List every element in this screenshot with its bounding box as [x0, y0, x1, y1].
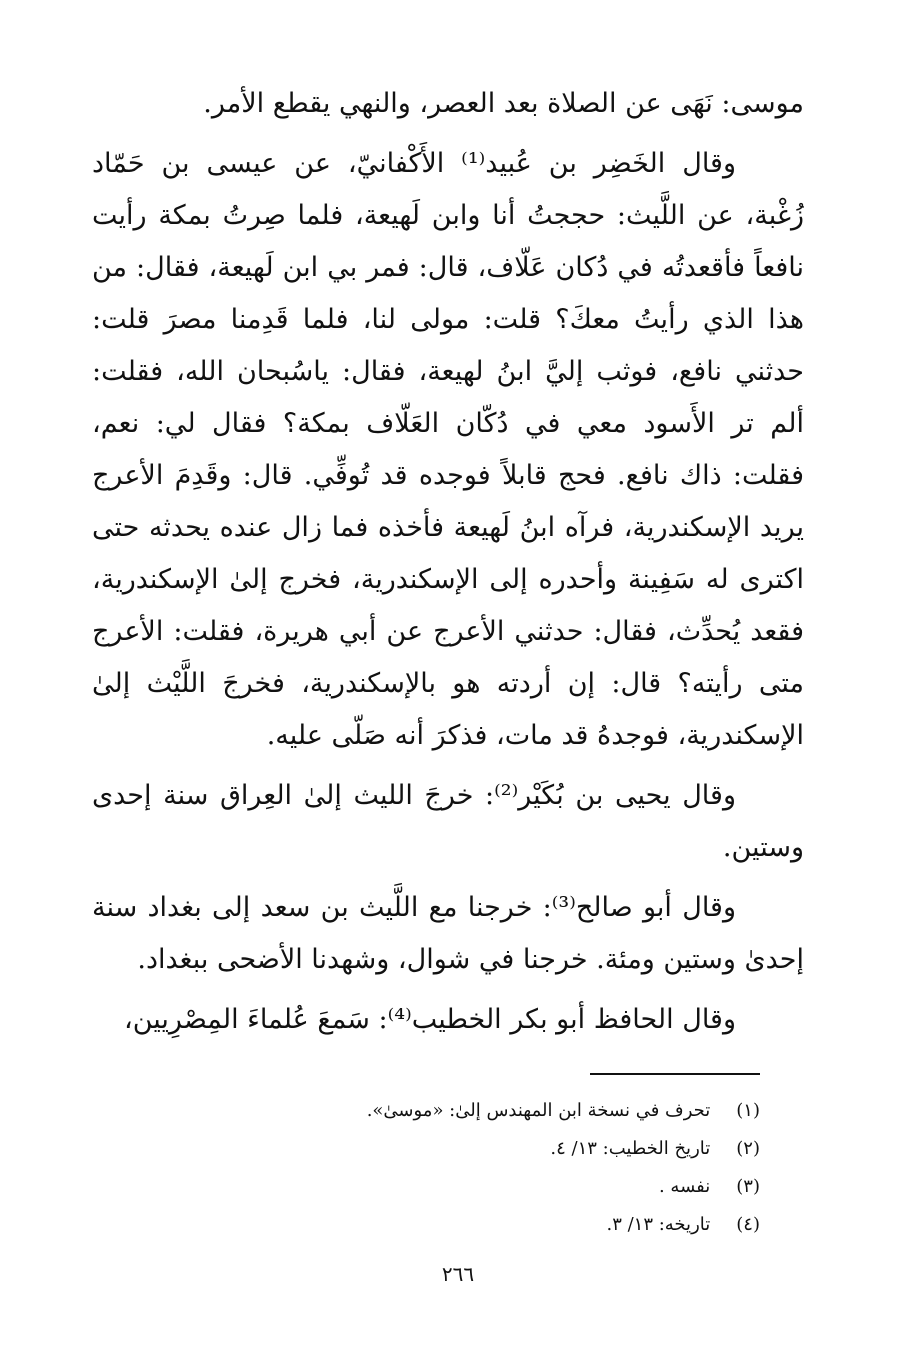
footnote-number: (١)	[736, 1100, 760, 1121]
footnote-item	[300, 1092, 760, 1130]
paragraph-khidr-narration: وقال الخَضِر بن عُبيد⁽¹⁾ الأَكْفانيّ، عن عيسى بن حَمّاد زُغْبة، عن اللَّيث: حججتُ أنا وابن لَهيعة، فلما صِرتُ بمكة رأيت نافعاً فأقعدتُه في دُكان عَلّاف، قال: فمر بي ابن لَهيعة، فقال: من هذا الذي رأيتُ معكَ؟ قلت: مولى لنا، فلما قَدِمنا مصرَ قلت: حدثني نافع، فوثب إليَّ ابنُ لهيعة، فقال: ياسُبحان الله، فقلت: ألم تر الأَسود معي في دُكّان العَلّاف بمكة؟ فقال لي: نعم، فقلت: ذاك نافع. فحج قابلاً فوجده قد تُوفِّي. قال: وقَدِمَ الأعرج يريد الإسكندرية، فرآه ابنُ لَهيعة فأخذه فما زال عنده يحدثه حتى اكترى له سَفِينة وأحدره إلى الإسكندرية، فخرج إلىٰ الإسكندرية، فقعد يُحدِّث، فقال: حدثني الأعرج عن أبي هريرة، فقلت: الأعرج متى رأيته؟ قال: إن أردته هو بالإسكندرية، فخرجَ اللَّيْث إلىٰ الإسكندرية، فوجدهُ قد مات، فذكرَ أنه صَلّى عليه.	[92, 148, 804, 751]
footnote-item	[300, 1168, 760, 1206]
footnote-item	[300, 1206, 760, 1244]
footnote-number: (٣)	[736, 1176, 760, 1197]
footnote-divider	[590, 1073, 760, 1075]
footnote-text: تحرف في نسخة ابن المهندس إلىٰ: «موسىٰ».	[366, 1100, 711, 1121]
footnote-text: تاريخه: ١٣/ ٣.	[606, 1214, 711, 1235]
footnote-number: (٢)	[736, 1138, 760, 1159]
main-text	[92, 78, 804, 1054]
footnotes	[300, 1092, 760, 1244]
footnote-text: تاريخ الخطيب: ١٣/ ٤.	[550, 1138, 711, 1159]
paragraph-al-khatib: وقال الحافظ أبو بكر الخطيب⁽⁴⁾: سَمعَ عُلماءَ المِصْرِيين،	[124, 1004, 736, 1035]
page-number: ٢٦٦	[441, 1262, 475, 1286]
footnote-number: (٤)	[736, 1214, 760, 1235]
paragraph-yahya-ibn-bukayr: وقال يحيى بن بُكَيْر⁽²⁾: خرجَ الليث إلىٰ العِراق سنة إحدى وستين.	[92, 780, 804, 863]
paragraph-abu-salih: وقال أبو صالح⁽³⁾: خرجنا مع اللَّيث بن سعد إلى بغداد سنة إحدىٰ وستين ومئة. خرجنا في شوال، وشهدنا الأضحى ببغداد.	[92, 892, 804, 975]
footnote-item	[300, 1130, 760, 1168]
paragraph-continuation: موسى: نَهَى عن الصلاة بعد العصر، والنهي يقطع الأمر.	[203, 88, 804, 119]
footnote-text: نفسه .	[658, 1176, 711, 1197]
